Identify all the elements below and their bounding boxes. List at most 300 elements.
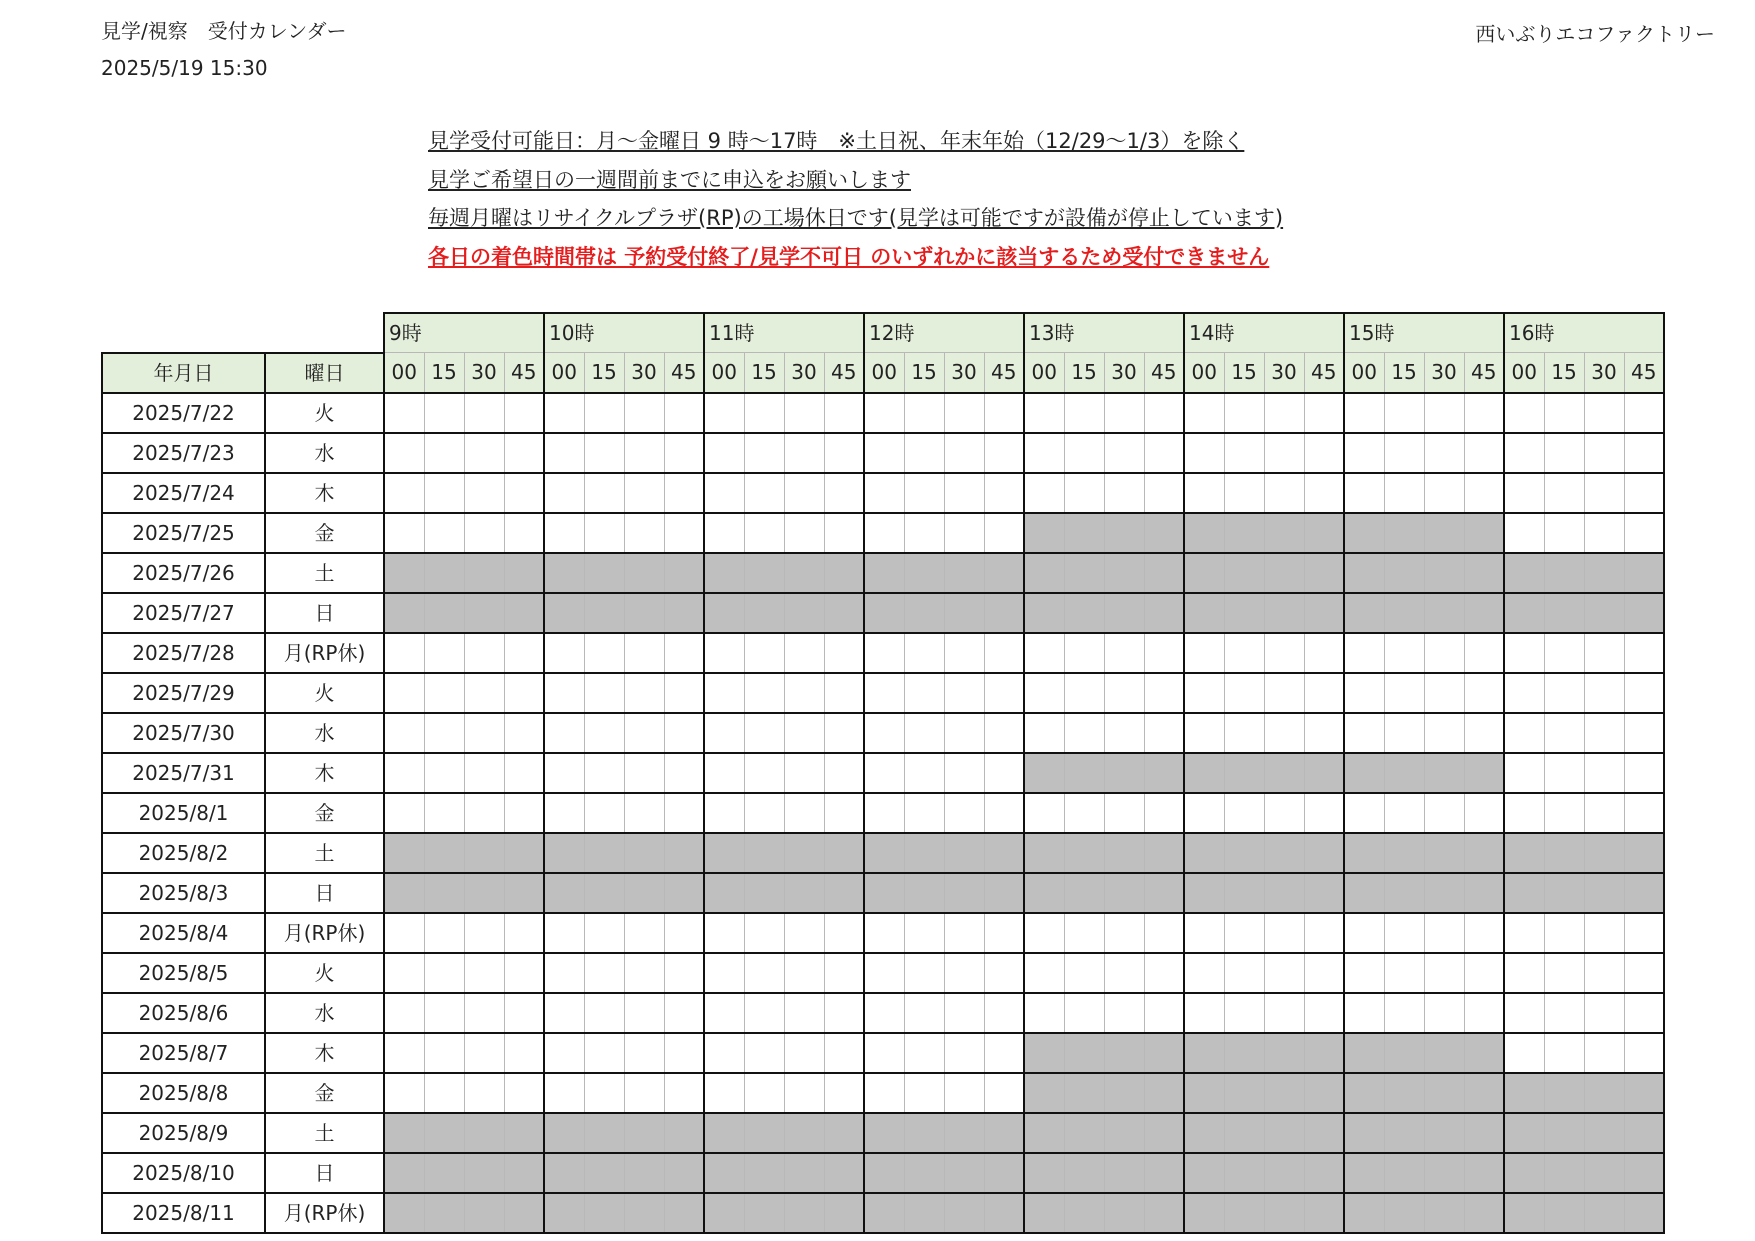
time-slot-available[interactable]: [544, 433, 584, 473]
time-slot-available[interactable]: [1184, 433, 1224, 473]
time-slot-available[interactable]: [824, 393, 864, 433]
time-slot-available[interactable]: [1264, 793, 1304, 833]
time-slot-available[interactable]: [704, 953, 744, 993]
time-slot-available[interactable]: [704, 393, 744, 433]
time-slot-available[interactable]: [1424, 793, 1464, 833]
time-slot-available[interactable]: [1024, 953, 1064, 993]
time-slot-available[interactable]: [1064, 673, 1104, 713]
time-slot-available[interactable]: [864, 633, 904, 673]
time-slot-available[interactable]: [1424, 993, 1464, 1033]
time-slot-available[interactable]: [1344, 793, 1384, 833]
time-slot-available[interactable]: [1384, 993, 1424, 1033]
time-slot-available[interactable]: [1184, 473, 1224, 513]
time-slot-available[interactable]: [864, 953, 904, 993]
time-slot-available[interactable]: [664, 1073, 704, 1113]
time-slot-available[interactable]: [384, 953, 424, 993]
time-slot-available[interactable]: [784, 913, 824, 953]
time-slot-available[interactable]: [744, 1033, 784, 1073]
time-slot-available[interactable]: [864, 713, 904, 753]
time-slot-available[interactable]: [384, 633, 424, 673]
time-slot-available[interactable]: [1304, 433, 1344, 473]
time-slot-available[interactable]: [784, 793, 824, 833]
time-slot-available[interactable]: [1064, 993, 1104, 1033]
time-slot-available[interactable]: [984, 513, 1024, 553]
time-slot-available[interactable]: [424, 673, 464, 713]
time-slot-available[interactable]: [584, 393, 624, 433]
time-slot-available[interactable]: [904, 953, 944, 993]
time-slot-available[interactable]: [1184, 953, 1224, 993]
time-slot-available[interactable]: [1144, 473, 1184, 513]
time-slot-available[interactable]: [1384, 793, 1424, 833]
time-slot-available[interactable]: [624, 473, 664, 513]
time-slot-available[interactable]: [1384, 953, 1424, 993]
time-slot-available[interactable]: [1224, 953, 1264, 993]
time-slot-available[interactable]: [1544, 793, 1584, 833]
time-slot-available[interactable]: [784, 753, 824, 793]
time-slot-available[interactable]: [704, 913, 744, 953]
time-slot-available[interactable]: [384, 1033, 424, 1073]
time-slot-available[interactable]: [424, 433, 464, 473]
time-slot-available[interactable]: [1184, 913, 1224, 953]
time-slot-available[interactable]: [824, 993, 864, 1033]
time-slot-available[interactable]: [664, 393, 704, 433]
time-slot-available[interactable]: [1544, 633, 1584, 673]
time-slot-available[interactable]: [424, 913, 464, 953]
time-slot-available[interactable]: [504, 793, 544, 833]
time-slot-available[interactable]: [1144, 953, 1184, 993]
time-slot-available[interactable]: [664, 513, 704, 553]
time-slot-available[interactable]: [744, 753, 784, 793]
time-slot-available[interactable]: [464, 1073, 504, 1113]
time-slot-available[interactable]: [384, 473, 424, 513]
time-slot-available[interactable]: [824, 673, 864, 713]
time-slot-available[interactable]: [1504, 513, 1544, 553]
time-slot-available[interactable]: [1344, 633, 1384, 673]
time-slot-available[interactable]: [1224, 393, 1264, 433]
time-slot-available[interactable]: [1624, 393, 1664, 433]
time-slot-available[interactable]: [984, 993, 1024, 1033]
time-slot-available[interactable]: [1384, 633, 1424, 673]
time-slot-available[interactable]: [904, 393, 944, 433]
time-slot-available[interactable]: [1184, 673, 1224, 713]
time-slot-available[interactable]: [824, 1033, 864, 1073]
time-slot-available[interactable]: [504, 753, 544, 793]
time-slot-available[interactable]: [904, 713, 944, 753]
time-slot-available[interactable]: [584, 673, 624, 713]
time-slot-available[interactable]: [1064, 633, 1104, 673]
time-slot-available[interactable]: [624, 793, 664, 833]
time-slot-available[interactable]: [1224, 633, 1264, 673]
time-slot-available[interactable]: [1224, 473, 1264, 513]
time-slot-available[interactable]: [1504, 713, 1544, 753]
time-slot-available[interactable]: [504, 433, 544, 473]
time-slot-available[interactable]: [1104, 793, 1144, 833]
time-slot-available[interactable]: [1224, 913, 1264, 953]
time-slot-available[interactable]: [904, 993, 944, 1033]
time-slot-available[interactable]: [1544, 673, 1584, 713]
time-slot-available[interactable]: [1144, 673, 1184, 713]
time-slot-available[interactable]: [424, 633, 464, 673]
time-slot-available[interactable]: [1624, 713, 1664, 753]
time-slot-available[interactable]: [544, 393, 584, 433]
time-slot-available[interactable]: [464, 433, 504, 473]
time-slot-available[interactable]: [384, 753, 424, 793]
time-slot-available[interactable]: [984, 913, 1024, 953]
time-slot-available[interactable]: [1344, 433, 1384, 473]
time-slot-available[interactable]: [544, 713, 584, 753]
time-slot-available[interactable]: [664, 673, 704, 713]
time-slot-available[interactable]: [624, 513, 664, 553]
time-slot-available[interactable]: [1304, 913, 1344, 953]
time-slot-available[interactable]: [1024, 633, 1064, 673]
time-slot-available[interactable]: [1064, 433, 1104, 473]
time-slot-available[interactable]: [1344, 993, 1384, 1033]
time-slot-available[interactable]: [1424, 433, 1464, 473]
time-slot-available[interactable]: [1464, 913, 1504, 953]
time-slot-available[interactable]: [464, 633, 504, 673]
time-slot-available[interactable]: [504, 1073, 544, 1113]
time-slot-available[interactable]: [944, 913, 984, 953]
time-slot-available[interactable]: [1624, 793, 1664, 833]
time-slot-available[interactable]: [504, 393, 544, 433]
time-slot-available[interactable]: [1024, 713, 1064, 753]
time-slot-available[interactable]: [584, 1073, 624, 1113]
time-slot-available[interactable]: [704, 633, 744, 673]
time-slot-available[interactable]: [424, 993, 464, 1033]
time-slot-available[interactable]: [704, 1073, 744, 1113]
time-slot-available[interactable]: [944, 993, 984, 1033]
time-slot-available[interactable]: [1384, 913, 1424, 953]
time-slot-available[interactable]: [1104, 673, 1144, 713]
time-slot-available[interactable]: [744, 953, 784, 993]
time-slot-available[interactable]: [1464, 713, 1504, 753]
time-slot-available[interactable]: [1304, 473, 1344, 513]
time-slot-available[interactable]: [1624, 993, 1664, 1033]
time-slot-available[interactable]: [944, 713, 984, 753]
time-slot-available[interactable]: [1304, 673, 1344, 713]
time-slot-available[interactable]: [1264, 953, 1304, 993]
time-slot-available[interactable]: [1264, 673, 1304, 713]
time-slot-available[interactable]: [624, 753, 664, 793]
time-slot-available[interactable]: [1544, 713, 1584, 753]
time-slot-available[interactable]: [1464, 673, 1504, 713]
time-slot-available[interactable]: [664, 953, 704, 993]
time-slot-available[interactable]: [584, 513, 624, 553]
time-slot-available[interactable]: [664, 753, 704, 793]
time-slot-available[interactable]: [1104, 913, 1144, 953]
time-slot-available[interactable]: [1504, 913, 1544, 953]
time-slot-available[interactable]: [664, 633, 704, 673]
time-slot-available[interactable]: [384, 793, 424, 833]
time-slot-available[interactable]: [744, 513, 784, 553]
time-slot-available[interactable]: [384, 433, 424, 473]
time-slot-available[interactable]: [1224, 793, 1264, 833]
time-slot-available[interactable]: [1384, 393, 1424, 433]
time-slot-available[interactable]: [744, 633, 784, 673]
time-slot-available[interactable]: [1584, 793, 1624, 833]
time-slot-available[interactable]: [1184, 393, 1224, 433]
time-slot-available[interactable]: [904, 473, 944, 513]
time-slot-available[interactable]: [1064, 793, 1104, 833]
time-slot-available[interactable]: [584, 473, 624, 513]
time-slot-available[interactable]: [904, 633, 944, 673]
time-slot-available[interactable]: [744, 913, 784, 953]
time-slot-available[interactable]: [1344, 393, 1384, 433]
time-slot-available[interactable]: [704, 753, 744, 793]
time-slot-available[interactable]: [824, 953, 864, 993]
time-slot-available[interactable]: [664, 713, 704, 753]
time-slot-available[interactable]: [1584, 633, 1624, 673]
time-slot-available[interactable]: [464, 513, 504, 553]
time-slot-available[interactable]: [784, 513, 824, 553]
time-slot-available[interactable]: [1144, 433, 1184, 473]
time-slot-available[interactable]: [1544, 753, 1584, 793]
time-slot-available[interactable]: [1344, 953, 1384, 993]
time-slot-available[interactable]: [1424, 393, 1464, 433]
time-slot-available[interactable]: [904, 513, 944, 553]
time-slot-available[interactable]: [1144, 993, 1184, 1033]
time-slot-available[interactable]: [784, 1033, 824, 1073]
time-slot-available[interactable]: [1144, 913, 1184, 953]
time-slot-available[interactable]: [1104, 993, 1144, 1033]
time-slot-available[interactable]: [544, 633, 584, 673]
time-slot-available[interactable]: [1024, 433, 1064, 473]
time-slot-available[interactable]: [1624, 633, 1664, 673]
time-slot-available[interactable]: [1584, 953, 1624, 993]
time-slot-available[interactable]: [504, 713, 544, 753]
time-slot-available[interactable]: [784, 433, 824, 473]
time-slot-available[interactable]: [864, 753, 904, 793]
time-slot-available[interactable]: [1384, 433, 1424, 473]
time-slot-available[interactable]: [904, 433, 944, 473]
time-slot-available[interactable]: [1504, 753, 1544, 793]
time-slot-available[interactable]: [864, 913, 904, 953]
time-slot-available[interactable]: [1584, 913, 1624, 953]
time-slot-available[interactable]: [584, 953, 624, 993]
time-slot-available[interactable]: [704, 473, 744, 513]
time-slot-available[interactable]: [784, 1073, 824, 1113]
time-slot-available[interactable]: [1544, 393, 1584, 433]
time-slot-available[interactable]: [1624, 433, 1664, 473]
time-slot-available[interactable]: [624, 913, 664, 953]
time-slot-available[interactable]: [1024, 673, 1064, 713]
time-slot-available[interactable]: [384, 993, 424, 1033]
time-slot-available[interactable]: [664, 913, 704, 953]
time-slot-available[interactable]: [464, 713, 504, 753]
time-slot-available[interactable]: [1584, 753, 1624, 793]
time-slot-available[interactable]: [1624, 473, 1664, 513]
time-slot-available[interactable]: [584, 753, 624, 793]
time-slot-available[interactable]: [784, 713, 824, 753]
time-slot-available[interactable]: [944, 1033, 984, 1073]
time-slot-available[interactable]: [1144, 633, 1184, 673]
time-slot-available[interactable]: [624, 1033, 664, 1073]
time-slot-available[interactable]: [704, 993, 744, 1033]
time-slot-available[interactable]: [1344, 913, 1384, 953]
time-slot-available[interactable]: [1504, 633, 1544, 673]
time-slot-available[interactable]: [424, 753, 464, 793]
time-slot-available[interactable]: [1464, 473, 1504, 513]
time-slot-available[interactable]: [544, 993, 584, 1033]
time-slot-available[interactable]: [704, 433, 744, 473]
time-slot-available[interactable]: [1264, 393, 1304, 433]
time-slot-available[interactable]: [984, 953, 1024, 993]
time-slot-available[interactable]: [824, 513, 864, 553]
time-slot-available[interactable]: [904, 1073, 944, 1113]
time-slot-available[interactable]: [864, 673, 904, 713]
time-slot-available[interactable]: [504, 673, 544, 713]
time-slot-available[interactable]: [544, 1073, 584, 1113]
time-slot-available[interactable]: [584, 633, 624, 673]
time-slot-available[interactable]: [624, 953, 664, 993]
time-slot-available[interactable]: [424, 1073, 464, 1113]
time-slot-available[interactable]: [1344, 473, 1384, 513]
time-slot-available[interactable]: [864, 1073, 904, 1113]
time-slot-available[interactable]: [824, 633, 864, 673]
time-slot-available[interactable]: [1104, 433, 1144, 473]
time-slot-available[interactable]: [1464, 633, 1504, 673]
time-slot-available[interactable]: [1104, 633, 1144, 673]
time-slot-available[interactable]: [544, 793, 584, 833]
time-slot-available[interactable]: [824, 913, 864, 953]
time-slot-available[interactable]: [1304, 633, 1344, 673]
time-slot-available[interactable]: [1064, 473, 1104, 513]
time-slot-available[interactable]: [584, 993, 624, 1033]
time-slot-available[interactable]: [624, 433, 664, 473]
time-slot-available[interactable]: [1544, 433, 1584, 473]
time-slot-available[interactable]: [1144, 793, 1184, 833]
time-slot-available[interactable]: [704, 713, 744, 753]
time-slot-available[interactable]: [1304, 393, 1344, 433]
time-slot-available[interactable]: [664, 1033, 704, 1073]
time-slot-available[interactable]: [664, 993, 704, 1033]
time-slot-available[interactable]: [1584, 673, 1624, 713]
time-slot-available[interactable]: [464, 473, 504, 513]
time-slot-available[interactable]: [1264, 473, 1304, 513]
time-slot-available[interactable]: [1184, 993, 1224, 1033]
time-slot-available[interactable]: [1504, 473, 1544, 513]
time-slot-available[interactable]: [1424, 713, 1464, 753]
time-slot-available[interactable]: [1024, 913, 1064, 953]
time-slot-available[interactable]: [1304, 953, 1344, 993]
time-slot-available[interactable]: [1584, 393, 1624, 433]
time-slot-available[interactable]: [424, 1033, 464, 1073]
time-slot-available[interactable]: [1304, 793, 1344, 833]
time-slot-available[interactable]: [1064, 913, 1104, 953]
time-slot-available[interactable]: [1064, 713, 1104, 753]
time-slot-available[interactable]: [984, 473, 1024, 513]
time-slot-available[interactable]: [1584, 713, 1624, 753]
time-slot-available[interactable]: [824, 473, 864, 513]
time-slot-available[interactable]: [464, 993, 504, 1033]
time-slot-available[interactable]: [1504, 393, 1544, 433]
time-slot-available[interactable]: [544, 673, 584, 713]
time-slot-available[interactable]: [784, 953, 824, 993]
time-slot-available[interactable]: [1304, 993, 1344, 1033]
time-slot-available[interactable]: [384, 913, 424, 953]
time-slot-available[interactable]: [624, 673, 664, 713]
time-slot-available[interactable]: [464, 793, 504, 833]
time-slot-available[interactable]: [1544, 473, 1584, 513]
time-slot-available[interactable]: [704, 793, 744, 833]
time-slot-available[interactable]: [744, 713, 784, 753]
time-slot-available[interactable]: [584, 793, 624, 833]
time-slot-available[interactable]: [944, 793, 984, 833]
time-slot-available[interactable]: [584, 913, 624, 953]
time-slot-available[interactable]: [1504, 993, 1544, 1033]
time-slot-available[interactable]: [904, 753, 944, 793]
time-slot-available[interactable]: [984, 753, 1024, 793]
time-slot-available[interactable]: [544, 473, 584, 513]
time-slot-available[interactable]: [624, 1073, 664, 1113]
time-slot-available[interactable]: [1184, 713, 1224, 753]
time-slot-available[interactable]: [624, 713, 664, 753]
time-slot-available[interactable]: [424, 953, 464, 993]
time-slot-available[interactable]: [1504, 673, 1544, 713]
time-slot-available[interactable]: [384, 673, 424, 713]
time-slot-available[interactable]: [784, 473, 824, 513]
time-slot-available[interactable]: [1184, 793, 1224, 833]
time-slot-available[interactable]: [1464, 433, 1504, 473]
time-slot-available[interactable]: [584, 433, 624, 473]
time-slot-available[interactable]: [984, 1073, 1024, 1113]
time-slot-available[interactable]: [944, 513, 984, 553]
time-slot-available[interactable]: [824, 753, 864, 793]
time-slot-available[interactable]: [824, 433, 864, 473]
time-slot-available[interactable]: [464, 953, 504, 993]
time-slot-available[interactable]: [1024, 393, 1064, 433]
time-slot-available[interactable]: [784, 393, 824, 433]
time-slot-available[interactable]: [1464, 953, 1504, 993]
time-slot-available[interactable]: [864, 1033, 904, 1073]
time-slot-available[interactable]: [824, 1073, 864, 1113]
time-slot-available[interactable]: [784, 993, 824, 1033]
time-slot-available[interactable]: [904, 913, 944, 953]
time-slot-available[interactable]: [1544, 953, 1584, 993]
time-slot-available[interactable]: [664, 433, 704, 473]
time-slot-available[interactable]: [784, 673, 824, 713]
time-slot-available[interactable]: [544, 753, 584, 793]
time-slot-available[interactable]: [1224, 993, 1264, 1033]
time-slot-available[interactable]: [984, 793, 1024, 833]
time-slot-available[interactable]: [504, 1033, 544, 1073]
time-slot-available[interactable]: [544, 513, 584, 553]
time-slot-available[interactable]: [1624, 753, 1664, 793]
time-slot-available[interactable]: [864, 793, 904, 833]
time-slot-available[interactable]: [864, 473, 904, 513]
time-slot-available[interactable]: [984, 433, 1024, 473]
time-slot-available[interactable]: [1024, 793, 1064, 833]
time-slot-available[interactable]: [944, 673, 984, 713]
time-slot-available[interactable]: [744, 473, 784, 513]
time-slot-available[interactable]: [744, 1073, 784, 1113]
time-slot-available[interactable]: [544, 953, 584, 993]
time-slot-available[interactable]: [1424, 953, 1464, 993]
time-slot-available[interactable]: [1104, 953, 1144, 993]
time-slot-available[interactable]: [1624, 513, 1664, 553]
time-slot-available[interactable]: [1304, 713, 1344, 753]
time-slot-available[interactable]: [1584, 433, 1624, 473]
time-slot-available[interactable]: [1264, 913, 1304, 953]
time-slot-available[interactable]: [744, 433, 784, 473]
time-slot-available[interactable]: [984, 673, 1024, 713]
time-slot-available[interactable]: [664, 793, 704, 833]
time-slot-available[interactable]: [944, 433, 984, 473]
time-slot-available[interactable]: [504, 513, 544, 553]
time-slot-available[interactable]: [504, 473, 544, 513]
time-slot-available[interactable]: [1104, 713, 1144, 753]
time-slot-available[interactable]: [1464, 993, 1504, 1033]
